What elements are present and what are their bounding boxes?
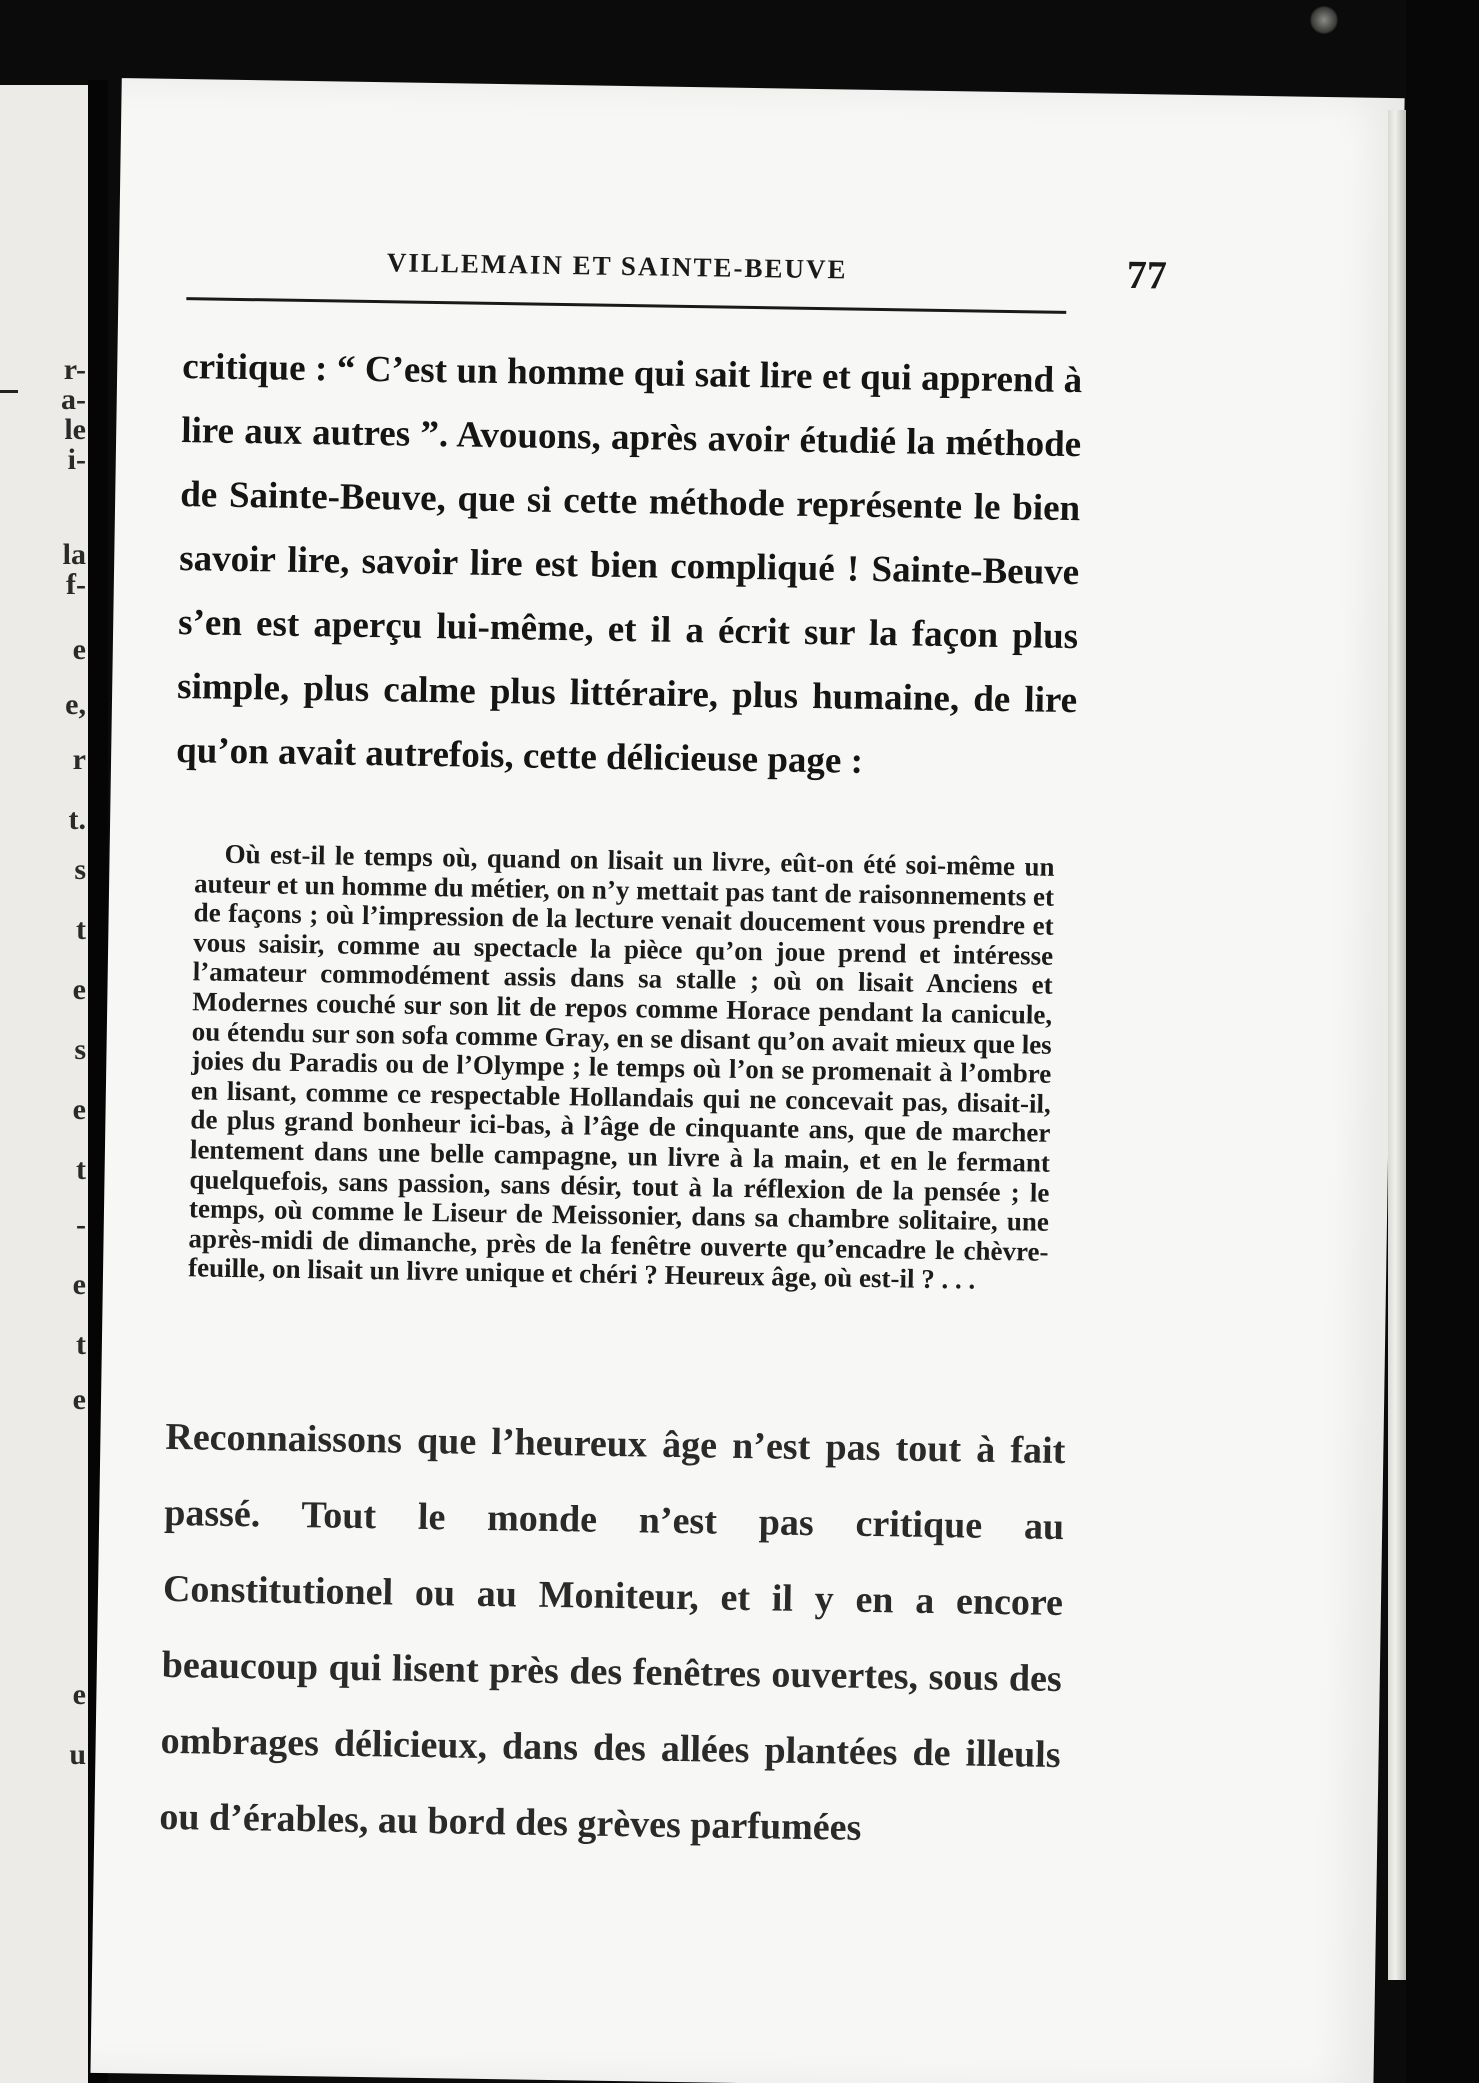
left-fragment: t xyxy=(76,1153,86,1186)
dust-speck xyxy=(1310,5,1338,35)
left-fragment: e xyxy=(72,1093,86,1126)
left-fragment: e xyxy=(72,1383,86,1416)
running-head-title: VILLEMAIN ET SAINTE-BEUVE xyxy=(386,247,848,285)
book-page-77 xyxy=(90,78,1404,2083)
page-edge-stack xyxy=(1388,110,1406,1980)
left-fragment: u xyxy=(69,1738,86,1771)
left-fragment: e xyxy=(72,973,86,1006)
left-fragment: t xyxy=(76,1328,86,1361)
left-page-rule xyxy=(0,390,18,393)
left-fragment: s xyxy=(74,853,86,886)
left-fragment: le xyxy=(64,413,86,446)
scan-background-right xyxy=(1406,0,1479,2083)
body-paragraph-1: critique : “ C’est un homme qui sait lire et qui apprend à lire aux autres ”. Avouons, après avoir étudié la méthode de Sainte-Beuve, que si cette méthode représente le bien savoir lire, savoir lire est bien compliqué ! Sainte-Beuve s’en est aperçu lui-même, et il a écrit sur la façon plus simple, plus calme plus littéraire, plus humaine, de lire qu’on avait autrefois, cette délicieuse page : xyxy=(175,346,1083,782)
left-fragment: e xyxy=(72,1678,86,1711)
left-fragment: f- xyxy=(66,568,86,601)
left-fragment: r- xyxy=(63,353,86,386)
left-fragment: s xyxy=(74,1033,86,1066)
left-fragment: e, xyxy=(65,688,86,721)
body-paragraph-2: Reconnaissons que l’heureux âge n’est pas tout à fait passé. Tout le monde n’est pas critique au Constitutionel ou au Moniteur, et il y en a encore beaucoup qui lisent près des fenêtres ouvertes, sous des ombrages délicieux, dans des allées plantées de illeuls ou d’érables, au bord des grèves parfumées xyxy=(159,1415,1066,1849)
header-rule xyxy=(186,297,1066,314)
left-fragment: t. xyxy=(68,803,86,836)
left-fragment: r xyxy=(72,743,86,776)
quoted-passage: Où est-il le temps où, quand on lisait un livre, eût-on été soi-même un auteur et un homme du métier, on n’y mettait pas tant de raisonnements et de façons ; où l’impression de la lecture venait doucement vous prendre et vous saisir, comme au spectacle la pièce qu’on joue prend et intéresse l’amateur commodément assis dans sa stalle ; où on lisait Anciens et Modernes couché sur son lit de repos comme Horace pendant la canicule, ou étendu sur son sofa comme Gray, en se disant qu’on avait mieux que les joies du Paradis ou de l’Olympe ; le temps où l’on se promenait à l’ombre en lisant, comme ce respectable Hollandais qui ne concevait pas, disait-il, de plus grand bonheur ici-bas, à l’âge de cinquante ans, que de marcher lentement dans une belle campagne, un livre à la main, et en le fermant quelquefois, sans passion, sans désir, tout à la réflexion de la pensée ; le temps, où comme le Liseur de Meissonier, dans sa chambre solitaire, une après-midi de dimanche, près de la fenêtre ouverte qu’encadre le chèvre-feuille, on lisait un livre unique et chéri ? Heureux âge, où est-il ? . . . xyxy=(187,838,1055,1295)
left-fragment: la xyxy=(62,538,86,571)
facing-page-left xyxy=(0,85,96,2083)
left-fragment: i- xyxy=(67,443,86,476)
left-fragment: e xyxy=(72,1268,86,1301)
page-number: 77 xyxy=(1126,251,1168,298)
left-fragment: - xyxy=(76,1208,86,1241)
left-fragment: a- xyxy=(61,383,86,416)
left-fragment: e xyxy=(72,633,86,666)
running-head xyxy=(386,247,1187,298)
left-fragment: t xyxy=(76,913,86,946)
